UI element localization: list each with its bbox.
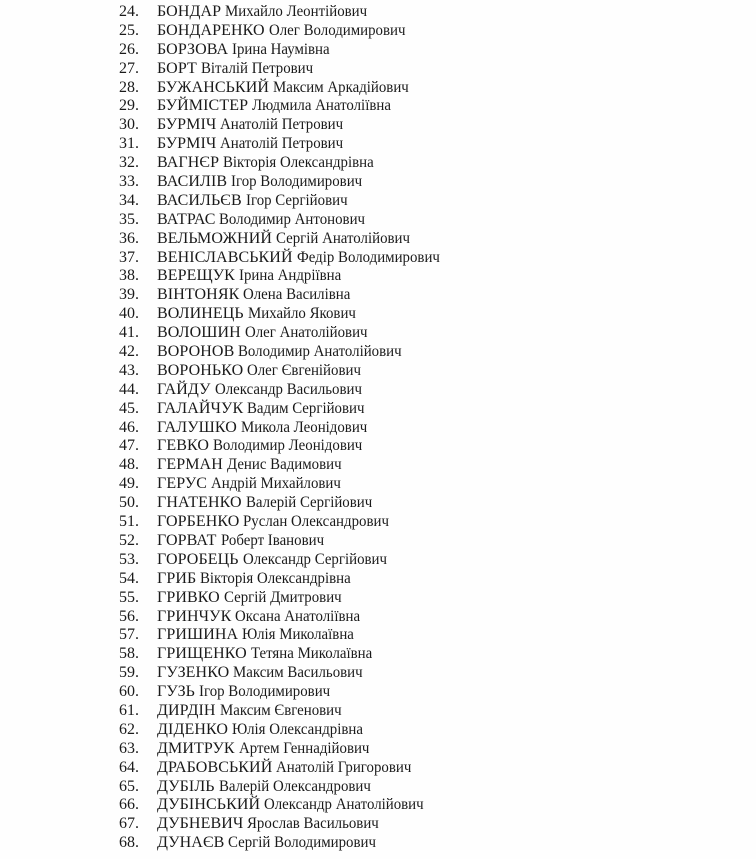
item-surname: ГУЗЕНКО [157, 664, 230, 682]
item-surname: ВІНТОНЯК [157, 286, 240, 304]
item-given-names: Вадим Сергійович [247, 399, 365, 417]
item-number: 52. [119, 531, 139, 549]
item-surname: ГАЙДУ [157, 380, 211, 398]
item-given-names: Федір Володимирович [296, 248, 440, 266]
list-item [119, 79, 450, 98]
list-item [119, 154, 450, 173]
item-number: 44. [119, 380, 139, 398]
item-given-names: Ігор Володимирович [231, 173, 363, 191]
item-given-names: Сергій Анатолійович [276, 229, 411, 247]
item-number: 29. [119, 97, 139, 115]
item-given-names: Ярослав Васильович [247, 815, 380, 833]
item-surname: ГРИБ [157, 569, 197, 587]
item-number: 61. [119, 701, 139, 719]
item-given-names: Денис Вадимович [226, 456, 342, 474]
item-given-names: Максим Євгенович [219, 701, 342, 719]
list-item [119, 135, 450, 154]
item-surname: ГОРБЕНКО [157, 513, 240, 531]
item-number: 39. [119, 286, 139, 304]
item-given-names: Вікторія Олександрівна [223, 154, 374, 172]
list-item [119, 305, 450, 324]
item-given-names: Вікторія Олександрівна [200, 569, 352, 587]
item-surname: ГУЗЬ [157, 683, 195, 701]
item-given-names: Валерій Сергійович [245, 494, 372, 512]
item-surname: ВАГНЄР [157, 154, 220, 172]
item-surname: ДУБІНСЬКИЙ [157, 796, 261, 814]
item-number: 55. [119, 588, 139, 606]
item-given-names: Ігор Володимирович [198, 683, 331, 701]
item-surname: ВАТРАС [157, 210, 216, 228]
item-given-names: Олександр Сергійович [242, 550, 387, 568]
item-given-names: Володимир Анатолійович [238, 343, 402, 361]
item-given-names: Олег Володимирович [268, 21, 406, 39]
item-surname: ВОЛОШИН [157, 324, 241, 342]
list-item [119, 645, 450, 664]
item-surname: БОРЗОВА [157, 40, 229, 58]
item-surname: ВЕНІСЛАВСЬКИЙ [157, 248, 293, 266]
item-surname: ГРИНЧУК [157, 607, 232, 625]
list-item [119, 192, 450, 211]
list-item [119, 456, 450, 475]
item-given-names: Анатолій Петрович [220, 116, 344, 134]
item-surname: ВАСИЛЬЄВ [157, 191, 242, 209]
item-number: 25. [119, 21, 139, 39]
list-item [119, 740, 450, 759]
item-surname: ГАЛУШКО [157, 418, 237, 436]
item-surname: ДМИТРУК [157, 739, 235, 757]
list-item [119, 778, 450, 797]
item-given-names: Роберт Іванович [220, 531, 324, 549]
item-given-names: Юлія Миколаївна [242, 626, 355, 644]
list-item [119, 97, 450, 116]
item-surname: ВЕЛЬМОЖНИЙ [157, 229, 273, 247]
item-given-names: Ігор Сергійович [245, 191, 348, 209]
list-item [119, 475, 450, 494]
list-item [119, 664, 450, 683]
item-surname: ГРИШИНА [157, 626, 239, 644]
list-item [119, 22, 450, 41]
list-item [119, 267, 450, 286]
item-surname: ГЕРМАН [157, 456, 223, 474]
item-surname: ГЕРУС [157, 475, 208, 493]
item-number: 36. [119, 229, 139, 247]
item-given-names: Андрій Михайлович [211, 475, 341, 493]
list-item [119, 381, 450, 400]
item-number: 46. [119, 418, 139, 436]
list-item [119, 494, 450, 513]
item-surname: ДИРДІН [157, 701, 216, 719]
list-item [119, 683, 450, 702]
item-surname: ДУБІЛЬ [157, 777, 215, 795]
item-number: 66. [119, 796, 139, 814]
item-given-names: Олена Василівна [243, 286, 351, 304]
item-given-names: Артем Геннадійович [238, 739, 370, 757]
list-item [119, 551, 450, 570]
item-number: 68. [119, 834, 139, 852]
list-item [119, 721, 450, 740]
item-given-names: Сергій Володимирович [228, 834, 377, 852]
item-surname: ГОРВАТ [157, 531, 217, 549]
item-number: 53. [119, 550, 139, 568]
item-surname: ВОРОНОВ [157, 343, 235, 361]
item-number: 63. [119, 739, 139, 757]
item-given-names: Людмила Анатоліївна [252, 97, 392, 115]
item-number: 65. [119, 777, 139, 795]
item-given-names: Олег Анатолійович [244, 324, 368, 342]
item-number: 48. [119, 456, 139, 474]
item-surname: ГАЛАЙЧУК [157, 399, 244, 417]
item-given-names: Володимир Антонович [219, 210, 366, 228]
item-given-names: Ірина Наумівна [232, 40, 330, 58]
item-given-names: Михайло Леонтійович [225, 3, 368, 20]
list-item [119, 626, 450, 645]
item-number: 60. [119, 683, 139, 701]
item-number: 27. [119, 59, 139, 77]
item-given-names: Віталій Петрович [200, 59, 314, 77]
item-number: 50. [119, 494, 139, 512]
item-number: 64. [119, 758, 139, 776]
item-given-names: Олександр Анатолійович [264, 796, 424, 814]
item-surname: ДРАБОВСЬКИЙ [157, 758, 273, 776]
item-given-names: Ірина Андріївна [238, 267, 342, 285]
item-surname: БОНДАРЕНКО [157, 21, 265, 39]
list-item [119, 702, 450, 721]
item-number: 47. [119, 437, 139, 455]
item-surname: ВОЛИНЕЦЬ [157, 305, 244, 323]
item-surname: ГРИЩЕНКО [157, 645, 247, 663]
item-surname: ГНАТЕНКО [157, 494, 242, 512]
list-item [119, 230, 450, 249]
item-given-names: Микола Леонідович [240, 418, 368, 436]
item-number: 49. [119, 475, 139, 493]
item-number: 33. [119, 173, 139, 191]
item-number: 58. [119, 645, 139, 663]
item-surname: ДІДЕНКО [157, 720, 229, 738]
list-item [119, 437, 450, 456]
item-given-names: Оксана Анатоліївна [235, 607, 361, 625]
item-number: 54. [119, 569, 139, 587]
list-item [119, 834, 450, 853]
item-number: 42. [119, 343, 139, 361]
list-item [119, 589, 450, 608]
list-item [119, 324, 450, 343]
item-given-names: Анатолій Петрович [220, 135, 344, 153]
item-given-names: Юлія Олександрівна [232, 720, 363, 738]
item-number: 26. [119, 40, 139, 58]
item-given-names: Олександр Васильович [214, 380, 362, 398]
list-item [119, 570, 450, 589]
item-surname: ДУНАЄВ [157, 834, 225, 852]
item-number: 24. [119, 3, 139, 20]
item-surname: ВЕРЕЩУК [157, 267, 235, 285]
item-given-names: Максим Васильович [233, 664, 363, 682]
list-item [119, 362, 450, 381]
list-item [119, 796, 450, 815]
item-surname: ДУБНЕВИЧ [157, 815, 244, 833]
item-number: 30. [119, 116, 139, 134]
item-number: 28. [119, 78, 139, 96]
list-item [119, 343, 450, 362]
list-item [119, 211, 450, 230]
item-number: 38. [119, 267, 139, 285]
list-item [119, 173, 450, 192]
item-number: 31. [119, 135, 139, 153]
item-given-names: Максим Аркадійович [273, 78, 409, 96]
item-number: 43. [119, 361, 139, 379]
item-number: 34. [119, 191, 139, 209]
item-given-names: Руслан Олександрович [243, 513, 390, 531]
item-number: 67. [119, 815, 139, 833]
list-item [119, 532, 450, 551]
item-surname: ГЕВКО [157, 437, 210, 455]
list-item [119, 286, 450, 305]
list-item [119, 759, 450, 778]
item-given-names: Володимир Леонідович [213, 437, 363, 455]
list-item [119, 815, 450, 834]
item-given-names: Олег Євгенійович [247, 361, 362, 379]
list-item [119, 513, 450, 532]
list-item [119, 3, 450, 22]
list-item [119, 400, 450, 419]
item-number: 35. [119, 210, 139, 228]
list-item [119, 419, 450, 438]
list-item [119, 249, 450, 268]
item-number: 51. [119, 513, 139, 531]
item-surname: БУРМІЧ [157, 116, 217, 134]
item-given-names: Анатолій Григорович [276, 758, 412, 776]
item-surname: БУРМІЧ [157, 135, 217, 153]
list-item [119, 60, 450, 79]
item-surname: ГОРОБЕЦЬ [157, 550, 239, 568]
item-given-names: Тетяна Миколаївна [250, 645, 373, 663]
item-number: 41. [119, 324, 139, 342]
item-number: 32. [119, 154, 139, 172]
item-number: 45. [119, 399, 139, 417]
item-number: 37. [119, 248, 139, 266]
list-item [119, 116, 450, 135]
item-given-names: Сергій Дмитрович [223, 588, 342, 606]
item-given-names: Михайло Якович [247, 305, 356, 323]
item-number: 59. [119, 664, 139, 682]
item-given-names: Валерій Олександрович [218, 777, 371, 795]
item-number: 57. [119, 626, 139, 644]
item-surname: ГРИВКО [157, 588, 220, 606]
list-item [119, 608, 450, 627]
item-number: 56. [119, 607, 139, 625]
list-item [119, 41, 450, 60]
item-surname: БУЖАНСЬКИЙ [157, 78, 270, 96]
item-surname: ВАСИЛІВ [157, 173, 228, 191]
item-number: 62. [119, 720, 139, 738]
item-number: 40. [119, 305, 139, 323]
item-surname: ВОРОНЬКО [157, 361, 244, 379]
item-surname: БОНДАР [157, 3, 222, 20]
item-surname: БУЙМІСТЕР [157, 97, 249, 115]
name-list [119, 3, 450, 853]
item-surname: БОРТ [157, 59, 197, 77]
